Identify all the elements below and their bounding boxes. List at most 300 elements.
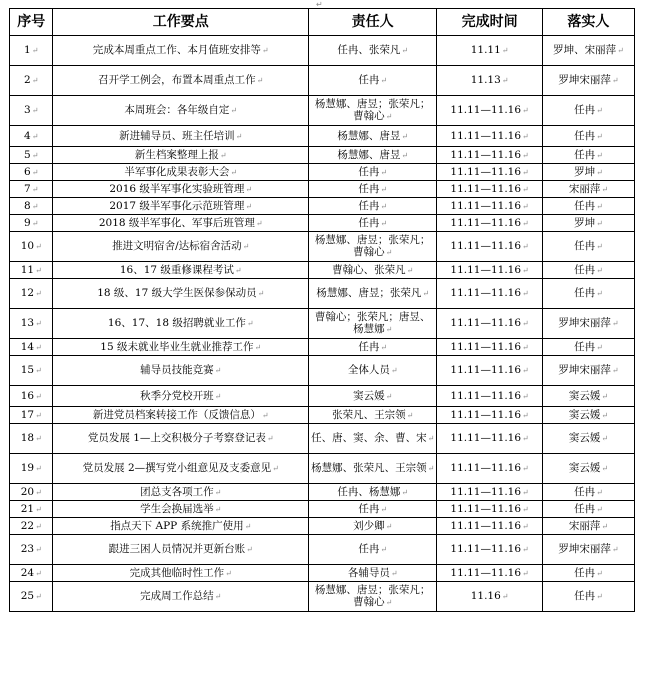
cell-impl	[542, 454, 634, 484]
cell-time	[437, 424, 543, 454]
table-row	[10, 147, 635, 164]
cell-end-mark: ↵	[427, 464, 435, 473]
cell-no-text: 5	[24, 148, 31, 161]
cell-end-mark: ↵	[35, 342, 42, 352]
cell-time	[437, 565, 543, 582]
cell-time-text: 11.11—11.16	[450, 240, 522, 252]
cell-impl	[542, 232, 634, 262]
cell-time	[437, 309, 543, 339]
cell-task-text: 党员发展 1—上交积极分子考察登记表	[87, 432, 266, 444]
cell-task-text: 2018 级半军事化、军事后班管理	[98, 216, 255, 229]
cell-impl	[542, 386, 634, 407]
cell-no-text: 3	[24, 104, 31, 116]
cell-impl	[542, 147, 634, 164]
cell-end-mark: ↵	[406, 265, 414, 275]
cell-time-text: 11.11—11.16	[450, 389, 522, 402]
cell-time	[437, 164, 543, 181]
cell-no-text: 19	[20, 462, 35, 474]
table-row	[10, 164, 635, 181]
cell-end-mark: ↵	[522, 545, 529, 554]
cell-end-mark: ↵	[596, 568, 603, 578]
cell-task	[53, 262, 309, 279]
cell-time-text: 11.11—11.16	[450, 182, 522, 195]
cell-owner	[309, 96, 437, 126]
cell-owner	[309, 535, 437, 565]
cell-end-mark: ↵	[522, 342, 529, 352]
cell-no-text: 11	[20, 263, 35, 276]
cell-owner	[309, 582, 437, 612]
cell-end-mark: ↵	[230, 167, 238, 177]
cell-end-mark: ↵	[35, 464, 42, 473]
cell-impl-text: 任冉	[574, 263, 596, 276]
cell-end-mark: ↵	[611, 76, 619, 85]
header-task: 工作要点	[53, 9, 309, 36]
cell-end-mark: ↵	[601, 434, 609, 443]
cell-owner	[309, 424, 437, 454]
cell-task-text: 党员发展 2—撰写党小组意见及支委意见	[82, 462, 272, 474]
cell-task	[53, 126, 309, 147]
cell-impl-text: 任冉	[574, 129, 596, 142]
cell-time-text: 11.11—11.16	[450, 485, 522, 498]
table-row	[10, 424, 635, 454]
cell-end-mark: ↵	[242, 242, 250, 251]
cell-task-text: 完成周工作总结	[140, 590, 214, 602]
cell-owner-text: 张荣凡、王宗领	[332, 408, 406, 421]
cell-task-text: 完成本周重点工作、本月值班安排等	[92, 44, 261, 56]
cell-end-mark: ↵	[522, 521, 529, 531]
cell-owner-text: 杨慧娜、张荣凡、王宗领	[311, 462, 427, 474]
header-owner: 责任人	[309, 9, 437, 36]
cell-end-mark: ↵	[522, 319, 529, 328]
cell-task-text: 团总支各项工作	[140, 485, 214, 498]
cell-task	[53, 484, 309, 501]
cell-owner-text: 全体人员	[347, 364, 390, 376]
cell-impl-text: 任冉	[574, 566, 596, 579]
cell-no	[10, 279, 53, 309]
cell-end-mark: ↵	[596, 131, 603, 141]
cell-end-mark: ↵	[245, 201, 253, 211]
cell-impl-text: 罗坤宋丽萍	[558, 543, 611, 555]
cell-end-mark: ↵	[522, 106, 529, 115]
cell-task	[53, 407, 309, 424]
cell-end-mark: ↵	[522, 201, 529, 211]
cell-owner	[309, 126, 437, 147]
cell-end-mark: ↵	[31, 218, 39, 228]
cell-impl	[542, 424, 634, 454]
cell-task	[53, 356, 309, 386]
cell-end-mark: ↵	[31, 106, 39, 115]
cell-task-text: 跟进三困人员情况并更新台账	[108, 543, 246, 555]
cell-impl	[542, 356, 634, 386]
cell-end-mark: ↵	[214, 487, 222, 497]
cell-no-text: 12	[20, 287, 35, 299]
cell-no	[10, 126, 53, 147]
cell-end-mark: ↵	[385, 391, 393, 401]
cell-end-mark: ↵	[601, 410, 609, 420]
cell-end-mark: ↵	[35, 521, 42, 531]
cell-impl-text: 任冉	[574, 104, 596, 116]
cell-owner-text: 任冉	[358, 165, 380, 178]
cell-impl-text: 罗坤、宋丽萍	[553, 44, 617, 56]
cell-task	[53, 386, 309, 407]
cell-owner-text: 任冉	[358, 74, 380, 86]
cell-end-mark: ↵	[522, 487, 529, 497]
table-row	[10, 232, 635, 262]
cell-task	[53, 565, 309, 582]
cell-task-text: 推进文明宿舍/达标宿舍活动	[112, 240, 242, 252]
cell-time	[437, 535, 543, 565]
cell-end-mark: ↵	[385, 521, 393, 531]
cell-no	[10, 484, 53, 501]
cell-task	[53, 424, 309, 454]
cell-impl	[542, 501, 634, 518]
cell-no	[10, 96, 53, 126]
cell-impl-text: 宋丽萍	[568, 182, 601, 195]
cell-no-text: 21	[20, 502, 35, 515]
cell-end-mark: ↵	[256, 76, 264, 85]
cell-owner	[309, 198, 437, 215]
cell-owner-text: 任冉、杨慧娜	[337, 485, 401, 498]
cell-impl-text: 任冉	[574, 485, 596, 498]
cell-end-mark: ↵	[380, 201, 388, 211]
cell-end-mark: ↵	[35, 568, 42, 578]
cell-no-text: 16	[20, 389, 35, 402]
cell-time	[437, 36, 543, 66]
cell-impl	[542, 181, 634, 198]
cell-end-mark: ↵	[522, 434, 529, 443]
table-row	[10, 198, 635, 215]
cell-no	[10, 147, 53, 164]
cell-end-mark: ↵	[522, 366, 529, 375]
cell-time-text: 11.11—11.16	[450, 263, 522, 276]
work-plan-table	[9, 8, 635, 612]
cell-time-text: 11.13	[470, 74, 501, 86]
cell-task-text: 完成其他临时性工作	[129, 566, 225, 579]
cell-owner	[309, 484, 437, 501]
cell-task-text: 2017 级半军事化示范班管理	[109, 199, 245, 212]
cell-no-text: 1	[24, 44, 31, 56]
cell-owner	[309, 66, 437, 96]
cell-no	[10, 339, 53, 356]
cell-impl-text: 任冉	[574, 240, 596, 252]
table-row	[10, 582, 635, 612]
cell-no	[10, 181, 53, 198]
cell-task	[53, 147, 309, 164]
cell-end-mark: ↵	[501, 76, 509, 85]
cell-task-text: 新进辅导员、班主任培训	[119, 129, 235, 142]
cell-end-mark: ↵	[596, 218, 603, 228]
cell-end-mark: ↵	[601, 391, 609, 401]
cell-task	[53, 309, 309, 339]
table-row	[10, 454, 635, 484]
cell-impl	[542, 582, 634, 612]
cell-end-mark: ↵	[35, 592, 42, 601]
cell-time-text: 11.11—11.16	[450, 502, 522, 515]
cell-end-mark: ↵	[596, 265, 603, 275]
cell-end-mark: ↵	[261, 46, 269, 55]
cell-end-mark: ↵	[380, 184, 388, 194]
cell-end-mark: ↵	[385, 112, 393, 121]
cell-task	[53, 279, 309, 309]
cell-time	[437, 181, 543, 198]
cell-task-text: 新生档案整理上报	[134, 148, 219, 161]
cell-end-mark: ↵	[427, 434, 435, 443]
cell-end-mark: ↵	[245, 184, 253, 194]
cell-no-text: 10	[20, 240, 35, 252]
table-row	[10, 262, 635, 279]
cell-owner	[309, 181, 437, 198]
cell-no	[10, 356, 53, 386]
cell-end-mark: ↵	[385, 598, 393, 607]
cell-task-text: 15 级未就业毕业生就业推荐工作	[100, 340, 254, 353]
cell-owner	[309, 407, 437, 424]
table-row	[10, 309, 635, 339]
cell-end-mark: ↵	[246, 319, 254, 328]
cell-impl-text: 任冉	[574, 287, 596, 299]
cell-impl	[542, 309, 634, 339]
cell-end-mark: ↵	[596, 504, 603, 514]
cell-end-mark: ↵	[35, 434, 42, 443]
cell-end-mark: ↵	[380, 504, 388, 514]
cell-no	[10, 535, 53, 565]
table-row	[10, 279, 635, 309]
table-header-row	[10, 9, 635, 36]
cell-no	[10, 424, 53, 454]
paragraph-mark: ↵	[316, 0, 323, 9]
cell-impl	[542, 262, 634, 279]
cell-end-mark: ↵	[261, 410, 269, 420]
cell-end-mark: ↵	[31, 167, 39, 177]
cell-task	[53, 582, 309, 612]
cell-end-mark: ↵	[35, 545, 42, 554]
cell-time	[437, 339, 543, 356]
cell-end-mark: ↵	[214, 504, 222, 514]
cell-no	[10, 262, 53, 279]
cell-time-text: 11.11	[470, 44, 501, 56]
cell-impl-text: 窦云媛	[568, 432, 601, 444]
cell-task-text: 本周班会：各年级自定	[124, 104, 230, 116]
cell-no	[10, 164, 53, 181]
cell-impl	[542, 96, 634, 126]
cell-owner	[309, 356, 437, 386]
cell-owner	[309, 164, 437, 181]
cell-end-mark: ↵	[522, 150, 529, 160]
cell-end-mark: ↵	[501, 46, 509, 55]
table-row	[10, 181, 635, 198]
cell-time	[437, 279, 543, 309]
cell-task	[53, 518, 309, 535]
cell-time	[437, 232, 543, 262]
cell-time	[437, 262, 543, 279]
cell-owner-text: 任冉、张荣凡	[337, 44, 401, 56]
cell-end-mark: ↵	[611, 545, 619, 554]
cell-impl-text: 任冉	[574, 340, 596, 353]
cell-owner-text: 任冉	[358, 199, 380, 212]
cell-owner	[309, 454, 437, 484]
cell-task	[53, 96, 309, 126]
cell-owner-text: 曹翰心；张荣凡；唐昱、杨慧娜	[314, 311, 431, 335]
cell-impl-text: 任冉	[574, 502, 596, 515]
cell-no-text: 7	[24, 182, 31, 195]
cell-impl-text: 任冉	[574, 590, 596, 602]
cell-end-mark: ↵	[272, 464, 279, 473]
cell-end-mark: ↵	[422, 289, 430, 298]
cell-impl	[542, 66, 634, 96]
cell-no-text: 14	[20, 340, 35, 353]
cell-no	[10, 454, 53, 484]
cell-owner-text: 任冉	[358, 216, 380, 229]
table-row	[10, 407, 635, 424]
cell-task	[53, 36, 309, 66]
cell-impl-text: 罗坤	[574, 165, 596, 178]
cell-no	[10, 407, 53, 424]
cell-end-mark: ↵	[31, 201, 39, 211]
cell-task-text: 16、17、18 级招聘就业工作	[107, 317, 246, 329]
cell-owner-text: 杨慧娜、唐昱；张荣凡	[316, 287, 422, 299]
cell-end-mark: ↵	[501, 592, 509, 601]
cell-owner	[309, 262, 437, 279]
table-row	[10, 215, 635, 232]
cell-time-text: 11.11—11.16	[450, 199, 522, 212]
cell-end-mark: ↵	[380, 545, 388, 554]
cell-impl-text: 罗坤宋丽萍	[558, 364, 611, 376]
cell-end-mark: ↵	[31, 46, 39, 55]
cell-no-text: 17	[20, 408, 35, 421]
cell-end-mark: ↵	[601, 464, 609, 473]
cell-time	[437, 147, 543, 164]
cell-end-mark: ↵	[596, 592, 603, 601]
cell-impl-text: 罗坤宋丽萍	[558, 74, 611, 86]
header-time: 完成时间	[437, 9, 543, 36]
cell-owner-text: 杨慧娜、唐昱；张荣凡；曹翰心	[314, 584, 431, 608]
cell-task-text: 16、17 级重修课程考试	[119, 263, 234, 276]
cell-time-text: 11.11—11.16	[450, 317, 522, 329]
cell-end-mark: ↵	[31, 184, 39, 194]
cell-no	[10, 198, 53, 215]
cell-no	[10, 501, 53, 518]
cell-end-mark: ↵	[522, 265, 529, 275]
cell-end-mark: ↵	[385, 248, 393, 257]
cell-end-mark: ↵	[35, 319, 42, 328]
cell-end-mark: ↵	[596, 106, 603, 115]
cell-no	[10, 518, 53, 535]
cell-time-text: 11.11—11.16	[450, 216, 522, 229]
cell-impl-text: 罗坤	[574, 216, 596, 229]
cell-task	[53, 535, 309, 565]
cell-task	[53, 215, 309, 232]
cell-time	[437, 454, 543, 484]
cell-end-mark: ↵	[401, 46, 409, 55]
cell-impl-text: 窦云媛	[568, 462, 601, 474]
cell-impl-text: 罗坤宋丽萍	[558, 317, 611, 329]
cell-end-mark: ↵	[522, 464, 529, 473]
table-row	[10, 501, 635, 518]
cell-end-mark: ↵	[522, 568, 529, 578]
cell-owner-text: 任冉	[358, 340, 380, 353]
cell-no-text: 4	[24, 129, 31, 142]
cell-end-mark: ↵	[35, 366, 42, 375]
cell-task	[53, 454, 309, 484]
cell-end-mark: ↵	[596, 289, 603, 298]
cell-no-text: 20	[20, 485, 35, 498]
cell-end-mark: ↵	[401, 150, 409, 160]
cell-end-mark: ↵	[596, 487, 603, 497]
cell-time-text: 11.11—11.16	[450, 287, 522, 299]
cell-impl	[542, 126, 634, 147]
cell-no-text: 23	[20, 543, 35, 555]
cell-impl	[542, 279, 634, 309]
cell-time	[437, 126, 543, 147]
cell-owner	[309, 309, 437, 339]
cell-no-text: 22	[20, 519, 35, 532]
table-row	[10, 66, 635, 96]
cell-time-text: 11.11—11.16	[450, 462, 522, 474]
cell-time-text: 11.11—11.16	[450, 543, 522, 555]
cell-end-mark: ↵	[35, 391, 42, 401]
cell-impl	[542, 518, 634, 535]
table-row	[10, 126, 635, 147]
cell-owner	[309, 215, 437, 232]
cell-end-mark: ↵	[522, 131, 529, 141]
cell-end-mark: ↵	[522, 391, 529, 401]
cell-task-text: 秋季分党校开班	[140, 389, 214, 402]
cell-end-mark: ↵	[611, 319, 619, 328]
cell-time-text: 11.11—11.16	[450, 129, 522, 142]
cell-owner-text: 曹翰心、张荣凡	[332, 263, 406, 276]
cell-impl	[542, 535, 634, 565]
cell-time	[437, 356, 543, 386]
cell-time-text: 11.11—11.16	[450, 519, 522, 532]
cell-time	[437, 198, 543, 215]
cell-impl	[542, 198, 634, 215]
cell-time	[437, 215, 543, 232]
cell-end-mark: ↵	[225, 568, 232, 578]
table-row	[10, 36, 635, 66]
cell-task-text: 召开学工例会，布置本周重点工作	[98, 74, 256, 86]
cell-task-text: 18 级、17 级大学生医保参保动员	[97, 287, 257, 299]
cell-time	[437, 518, 543, 535]
cell-task	[53, 181, 309, 198]
cell-time	[437, 407, 543, 424]
cell-time-text: 11.11—11.16	[450, 364, 522, 376]
cell-no-text: 25	[20, 590, 35, 602]
cell-end-mark: ↵	[235, 131, 243, 141]
cell-owner	[309, 279, 437, 309]
cell-owner	[309, 36, 437, 66]
cell-no-text: 15	[20, 364, 35, 376]
cell-end-mark: ↵	[35, 504, 42, 514]
cell-end-mark: ↵	[266, 434, 274, 443]
cell-time-text: 11.11—11.16	[450, 340, 522, 353]
table-row	[10, 484, 635, 501]
cell-time	[437, 582, 543, 612]
cell-end-mark: ↵	[35, 487, 42, 497]
cell-owner-text: 杨慧娜、唐昱；张荣凡；曹翰心	[314, 234, 431, 258]
cell-end-mark: ↵	[601, 184, 609, 194]
cell-no	[10, 386, 53, 407]
cell-task-text: 半军事化成果表彰大会	[124, 165, 230, 178]
table-row	[10, 565, 635, 582]
cell-time-text: 11.11—11.16	[450, 432, 522, 444]
cell-owner-text: 杨慧娜、唐昱；张荣凡；曹翰心	[314, 98, 431, 122]
cell-end-mark: ↵	[611, 366, 619, 375]
cell-impl-text: 窦云媛	[568, 389, 601, 402]
cell-task	[53, 339, 309, 356]
cell-time	[437, 501, 543, 518]
cell-task-text: 新进党员档案转接工作（反馈信息）	[92, 408, 261, 421]
cell-owner-text: 任冉	[358, 182, 380, 195]
cell-owner	[309, 386, 437, 407]
